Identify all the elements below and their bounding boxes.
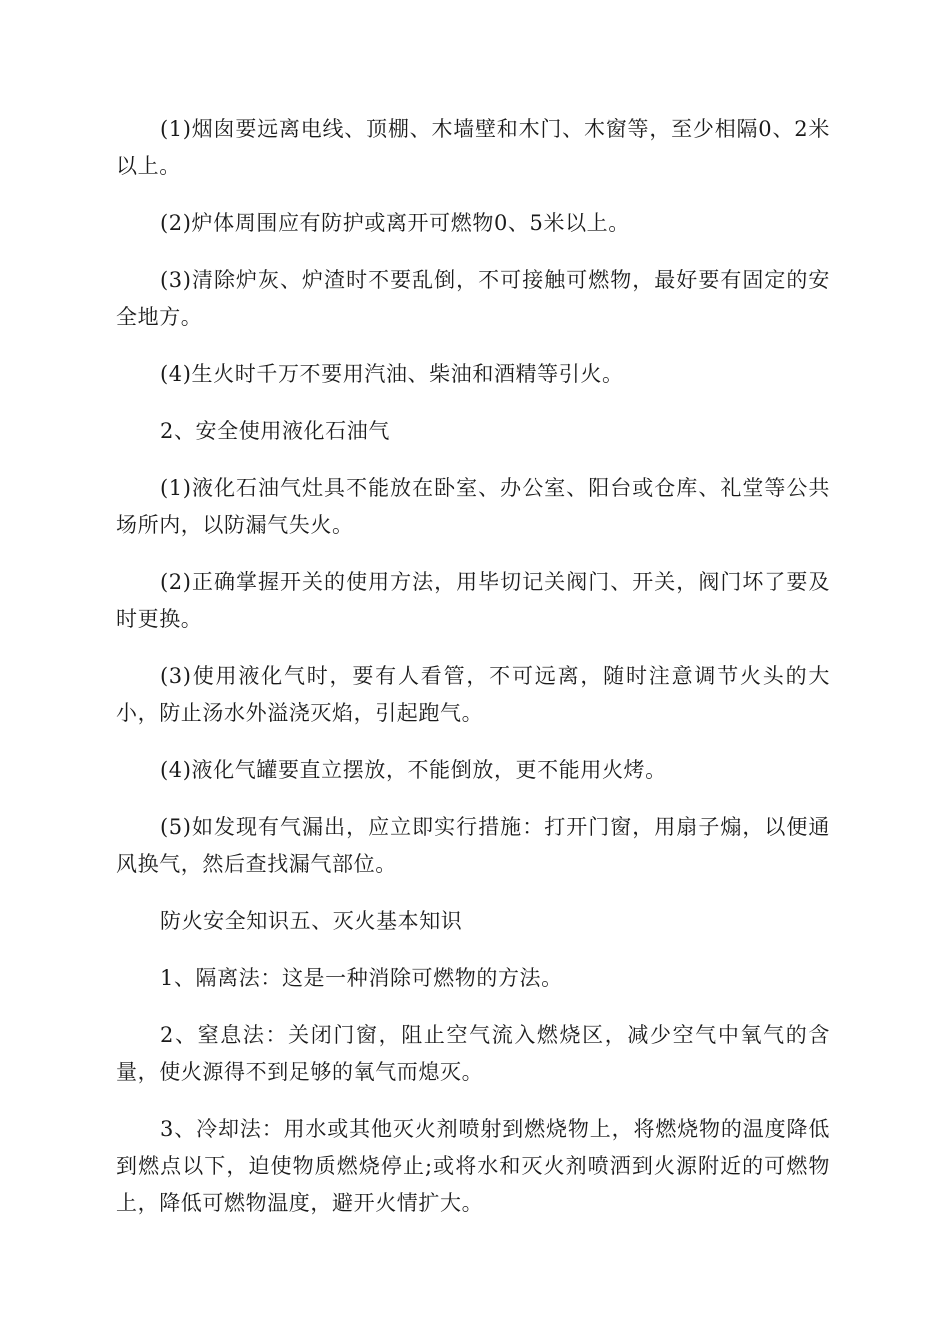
paragraph-cooling-method: 3、冷却法：用水或其他灭火剂喷射到燃烧物上，将燃烧物的温度降低到燃点以下，迫使物质燃烧停止;或将水和灭火剂喷洒到火源附近的可燃物上，降低可燃物温度，避开火情扩大。 <box>116 1117 830 1215</box>
paragraph-suffocation-method: 2、窒息法：关闭门窗，阻止空气流入燃烧区，减少空气中氧气的含量，使火源得不到足够的氧气而熄灭。 <box>116 1023 830 1084</box>
paragraph-chimney-distance: (1)烟囱要远离电线、顶棚、木墙壁和木门、木窗等，至少相隔0、2米以上。 <box>116 117 830 178</box>
document-body <box>116 111 830 1242</box>
paragraph-supervision: (3)使用液化气时，要有人看管，不可远离，随时注意调节火头的大小，防止汤水外溢浇灭焰，引起跑气。 <box>116 664 830 725</box>
paragraph-lighting-fire: (4)生火时千万不要用汽油、柴油和酒精等引火。 <box>160 362 624 386</box>
paragraph-isolation-method: 1、隔离法：这是一种消除可燃物的方法。 <box>160 966 563 990</box>
section-heading-lpg: 2、安全使用液化石油气 <box>160 419 390 443</box>
paragraph-gas-leak: (5)如发现有气漏出，应立即实行措施：打开门窗，用扇子煽，以便通风换气，然后查找漏气部位。 <box>116 815 830 876</box>
paragraph-switch-usage: (2)正确掌握开关的使用方法，用毕切记关阀门、开关，阀门坏了要及时更换。 <box>116 570 830 631</box>
paragraph-ash-disposal: (3)清除炉灰、炉渣时不要乱倒，不可接触可燃物，最好要有固定的安全地方。 <box>116 268 830 329</box>
paragraph-tank-upright: (4)液化气罐要直立摆放，不能倒放，更不能用火烤。 <box>160 758 667 782</box>
section-heading-extinguishing: 防火安全知识五、灭火基本知识 <box>160 909 463 933</box>
paragraph-lpg-placement: (1)液化石油气灶具不能放在卧室、办公室、阳台或仓库、礼堂等公共场所内，以防漏气失火。 <box>116 476 830 537</box>
paragraph-furnace-protection: (2)炉体周围应有防护或离开可燃物0、5米以上。 <box>160 211 630 235</box>
